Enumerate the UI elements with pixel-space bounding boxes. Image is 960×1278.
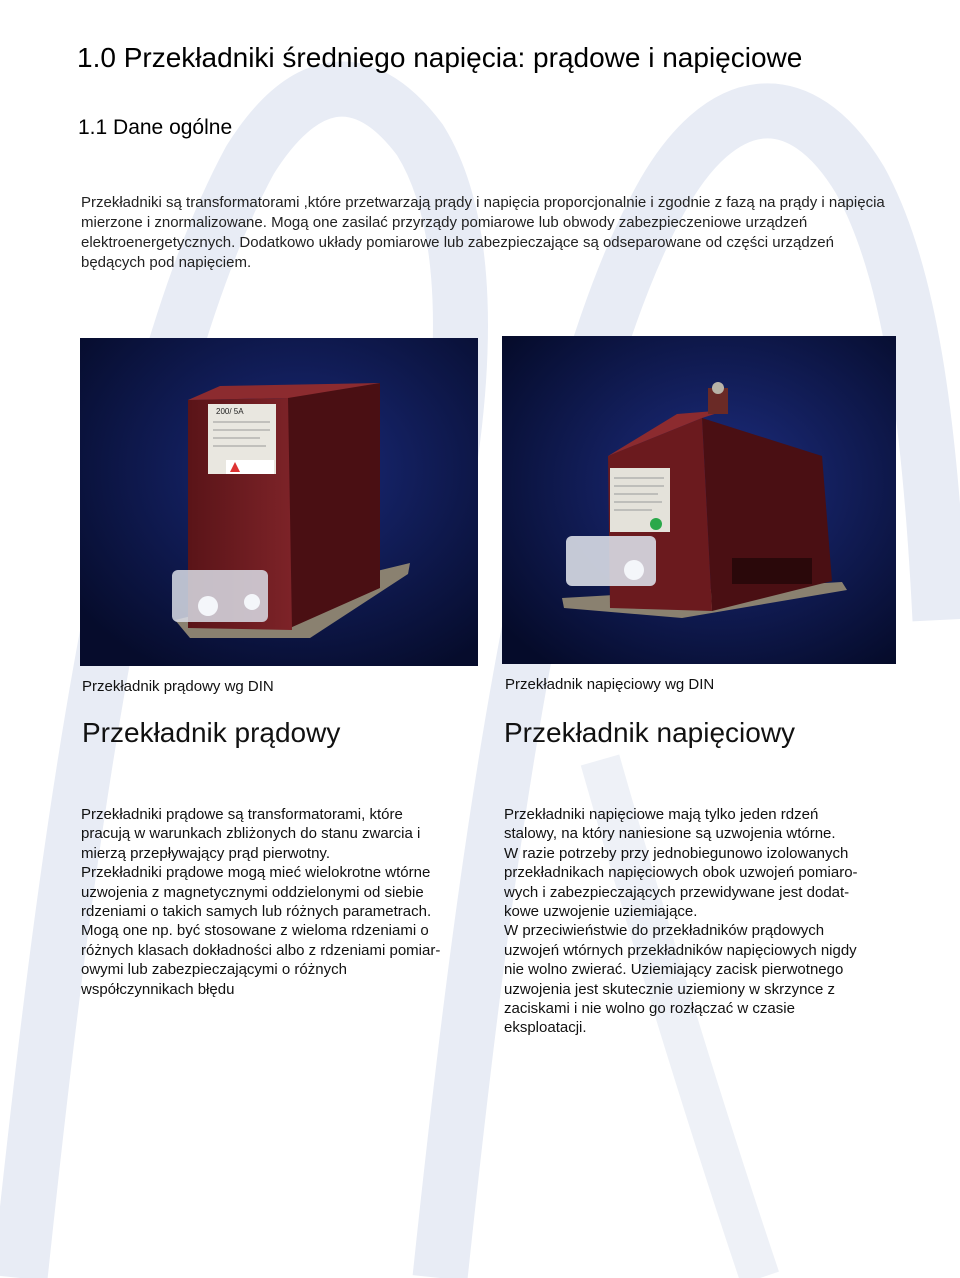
page-title: 1.0 Przekładniki średniego napięcia: prądowe i napięciowe bbox=[77, 42, 803, 73]
left-caption: Przekładnik prądowy wg DIN bbox=[82, 678, 274, 695]
right-heading: Przekładnik napięciowy bbox=[504, 717, 796, 748]
housing-side bbox=[285, 383, 380, 628]
left-body-line: Przekładniki prądowe mogą mieć wielokrotne wtórne bbox=[81, 864, 431, 882]
left-body-line: uzwojenia z magnetycznymi oddzielonymi od siebie bbox=[81, 883, 424, 901]
right-body-line: przekładnikach napięciowych obok uzwojeń pomiaro- bbox=[504, 864, 858, 882]
right-body-line: W razie potrzeby przy jednobiegunowo izolowanych bbox=[504, 844, 849, 862]
right-body-line: kowe uzwojenie uziemiające. bbox=[504, 903, 698, 921]
left-body-text bbox=[81, 805, 481, 999]
right-body-line: nie wolno zwierać. Uziemiający zacisk pierwotnego bbox=[504, 961, 844, 979]
left-heading: Przekładnik prądowy bbox=[82, 717, 341, 748]
right-body-text bbox=[504, 805, 904, 1038]
status-sticker bbox=[650, 518, 662, 530]
cable-slot bbox=[732, 558, 812, 584]
left-body-line: Mogą one np. być stosowane z wieloma rdzeniami o bbox=[81, 922, 429, 940]
left-body-line: współczynnikach błędu bbox=[81, 980, 235, 998]
section-subtitle: 1.1 Dane ogólne bbox=[78, 116, 233, 139]
right-body-line: wych i zabezpieczających przewidywane jest dodat- bbox=[504, 883, 850, 901]
left-body-line: rdzeniami o takich samych lub różnych parametrach. bbox=[81, 903, 432, 921]
left-body-line: mierzą przepływający prąd pierwotny. bbox=[81, 844, 330, 862]
right-body-line: Przekładniki napięciowe mają tylko jeden rdzeń bbox=[504, 806, 819, 823]
terminal-cap-1 bbox=[624, 560, 644, 580]
left-body-line: Przekładniki prądowe są transformatorami, które bbox=[81, 806, 403, 823]
left-body-line: różnych klasach dokładności albo z rdzeniami pomiar- bbox=[81, 941, 441, 959]
left-body-line: pracują w warunkach zbliżonych do stanu zwarcia i bbox=[81, 825, 421, 843]
right-body-line: uzwojenia jest skutecznie uziemiony w skrzynce z bbox=[504, 980, 835, 998]
intro-paragraph: Przekładniki są transformatorami ,które przetwarzają prądy i napięcia proporcjonalnie i zgodnie z fazą na prądy i napięcia mierzone i znormalizowane. Mogą one zasilać przyrządy pomiarowe lub obwody zabezpieczeniowe urządzeń elektroenergetycznych. Dodatkowo układy pomiarowe lub zabezpieczające są odseparowane od części urządzeń będących pod napięciem. bbox=[81, 194, 885, 271]
right-body-line: uzwojeń wtórnych przekładników napięciowych nigdy bbox=[504, 941, 857, 959]
rating-plate-label: 200/ 5A bbox=[216, 407, 244, 416]
left-body-line: owymi lub zabezpieczającymi o różnych bbox=[81, 961, 347, 979]
right-body-line: zaciskami i nie wolno go rozłączać w czasie bbox=[504, 1000, 795, 1018]
terminal-cap-2 bbox=[244, 594, 260, 610]
right-body-line: eksploatacji. bbox=[504, 1019, 587, 1037]
right-body-line: W przeciwieństwie do przekładników prądowych bbox=[504, 922, 825, 940]
terminal-cap-1 bbox=[198, 596, 218, 616]
terminal-box bbox=[566, 536, 656, 586]
right-caption: Przekładnik napięciowy wg DIN bbox=[505, 676, 715, 693]
voltage-transformer-photo bbox=[502, 336, 896, 664]
right-body-line: stalowy, na który naniesione są uzwojenia wtórne. bbox=[504, 825, 836, 843]
current-transformer-photo bbox=[80, 338, 478, 666]
primary-bolt bbox=[712, 382, 724, 394]
